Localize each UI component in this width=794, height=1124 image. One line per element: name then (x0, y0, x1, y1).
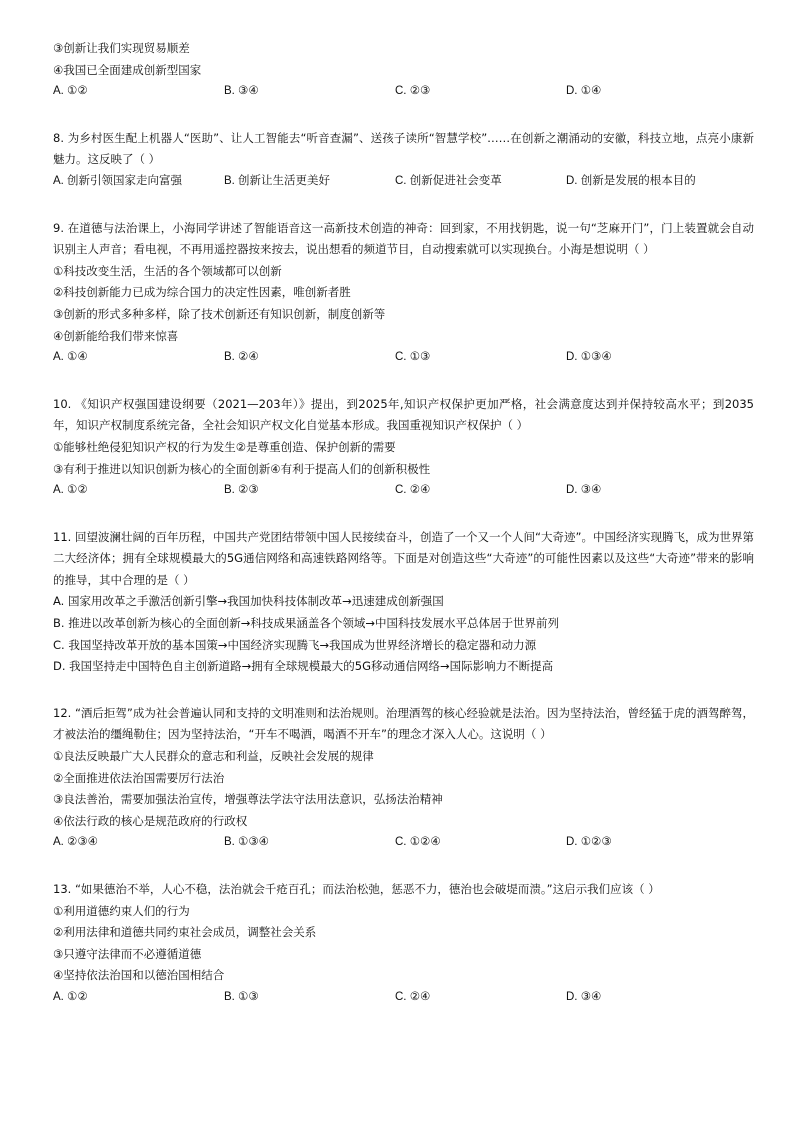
option-a[interactable]: A. ①② (53, 990, 88, 1003)
question-13 (53, 879, 754, 1009)
option-a[interactable]: A. ①② (53, 484, 88, 497)
statement-4: ④创新能给我们带来惊喜 (53, 328, 179, 343)
answer-options (53, 832, 754, 854)
option-c[interactable]: C. ①②④ (395, 836, 441, 849)
option-c[interactable]: C. 创新促进社会变革 (395, 174, 502, 187)
option-b[interactable]: B. ③④ (224, 85, 259, 98)
option-d[interactable]: D. 创新是发展的根本目的 (566, 174, 696, 187)
statement-3: ③良法善治，需要加强法治宣传，增强尊法学法守法用法意识，弘扬法治精神 (53, 792, 443, 807)
option-a[interactable]: A. ①④ (53, 351, 88, 364)
option-b[interactable]: B. ②③ (224, 484, 259, 497)
answer-options (53, 987, 754, 1009)
option-b[interactable]: B. 推进以改革创新为核心的全面创新→科技成果涵盖各个领域→中国科技发展水平总体居于世界前列 (53, 616, 559, 631)
statement-1: ①科技改变生活，生活的各个领域都可以创新 (53, 263, 282, 278)
question-11 (53, 527, 754, 678)
statement-1: ①良法反映最广大人民群众的意志和利益，反映社会发展的规律 (53, 749, 374, 764)
option-a[interactable]: A. ①② (53, 85, 88, 98)
question-stem: 11. 回望波澜壮阔的百年历程，中国共产党团结带领中国人民接续奋斗，创造了一个又一个人间“大奇迹”。中国经济实现腾飞，成为世界第二大经济体；拥有全球规模最大的5G通信网络和高速铁路网络等。下面是对创造这些“大奇迹”的可能性因素以及这些“大奇迹”带来的影响的推导，其中合理的是（ ） (53, 529, 754, 587)
question-stem: 10. 《知识产权强国建设纲要（2021—203年）》提出，到2025年,知识产权保护更加严格，社会满意度达到并保持较高水平；到2035年，知识产权制度系统完备，全社会知识产权文化自觉基本形成。我国重视知识产权保护（ ） (53, 396, 754, 433)
question-10 (53, 394, 754, 502)
option-b[interactable]: B. 创新让生活更美好 (224, 174, 331, 187)
option-a[interactable]: A. ②③④ (53, 836, 98, 849)
statement-3: ③只遵守法律而不必遵循道德 (53, 946, 202, 961)
option-c[interactable]: C. ②④ (395, 990, 431, 1003)
option-d[interactable]: D. 我国坚持走中国特色自主创新道路→拥有全球规模最大的5G移动通信网络→国际影响力不断提高 (53, 659, 554, 674)
statement-2: ②科技创新能力已成为综合国力的决定性因素，唯创新者胜 (53, 285, 351, 300)
statement-4: ④依法行政的核心是规范政府的行政权 (53, 813, 248, 828)
question-stem: 8. 为乡村医生配上机器人“医助”、让人工智能去“听音查漏”、送孩子读所“智慧学校”……在创新之潮涌动的安徽，科技立地，点亮小康新魅力。这反映了（ ） (53, 130, 754, 167)
option-a[interactable]: A. 创新引领国家走向富强 (53, 174, 183, 187)
option-c[interactable]: C. 我国坚持改革开放的基本国策→中国经济实现腾飞→我国成为世界经济增长的稳定器和动力源 (53, 637, 537, 652)
answer-options (53, 347, 754, 369)
option-b[interactable]: B. ①③④ (224, 836, 269, 849)
option-d[interactable]: D. ①②③ (566, 836, 612, 849)
question-9 (53, 218, 754, 369)
statement-1-2: ①能够杜绝侵犯知识产权的行为发生②是尊重创造、保护创新的需要 (53, 439, 396, 454)
statement-4: ④坚持依法治国和以德治国相结合 (53, 968, 225, 983)
option-c[interactable]: C. ②③ (395, 85, 431, 98)
statement-2: ②利用法律和道德共同约束社会成员，调整社会关系 (53, 925, 317, 940)
statement-3: ③创新让我们实现贸易顺差 (53, 41, 190, 55)
option-d[interactable]: D. ①③④ (566, 351, 612, 364)
question-stem: 13. “如果德治不举，人心不稳，法治就会千疮百孔；而法治松弛，惩恶不力，德治也会破堤而溃。”这启示我们应该（ ） (53, 882, 660, 896)
question-12 (53, 703, 754, 854)
option-d[interactable]: D. ③④ (566, 484, 602, 497)
option-b[interactable]: B. ②④ (224, 351, 259, 364)
statement-3: ③创新的形式多种多样，除了技术创新还有知识创新，制度创新等 (53, 306, 386, 321)
answer-options (53, 171, 754, 193)
option-d[interactable]: D. ①④ (566, 85, 602, 98)
statement-1: ①利用道德约束人们的行为 (53, 903, 190, 918)
answer-options (53, 480, 754, 502)
question-stem: 9. 在道德与法治课上，小海同学讲述了智能语音这一高新技术创造的神奇：回到家，不用找钥匙，说一句“芝麻开门”，门上装置就会自动识别主人声音；看电视，不再用遥控器按来按去，说出想看的频道节目，自动搜索就可以实现换台。小海是想说明（ ） (53, 220, 754, 257)
statement-3-4: ③有利于推进以知识创新为核心的全面创新④有利于提高人们的创新积极性 (53, 461, 431, 476)
question-7-continuation (53, 38, 754, 103)
option-c[interactable]: C. ①③ (395, 351, 431, 364)
question-8 (53, 128, 754, 193)
question-stem: 12. “酒后拒驾”成为社会普遍认同和支持的文明准则和法治规则。治理酒驾的核心经验就是法治。因为坚持法治，曾经猛于虎的酒驾醉驾，才被法治的缰绳勒住；因为坚持法治，“开车不喝酒，喝酒不开车”的理念才深入人心。这说明（ ） (53, 705, 754, 742)
statement-4: ④我国已全面建成创新型国家 (53, 62, 202, 77)
answer-options (53, 81, 754, 103)
statement-2: ②全面推进依法治国需要厉行法治 (53, 770, 225, 785)
option-c[interactable]: C. ②④ (395, 484, 431, 497)
option-a[interactable]: A. 国家用改革之手激活创新引擎→我国加快科技体制改革→迅速建成创新强国 (53, 594, 444, 609)
option-b[interactable]: B. ①③ (224, 990, 259, 1003)
option-d[interactable]: D. ③④ (566, 990, 602, 1003)
